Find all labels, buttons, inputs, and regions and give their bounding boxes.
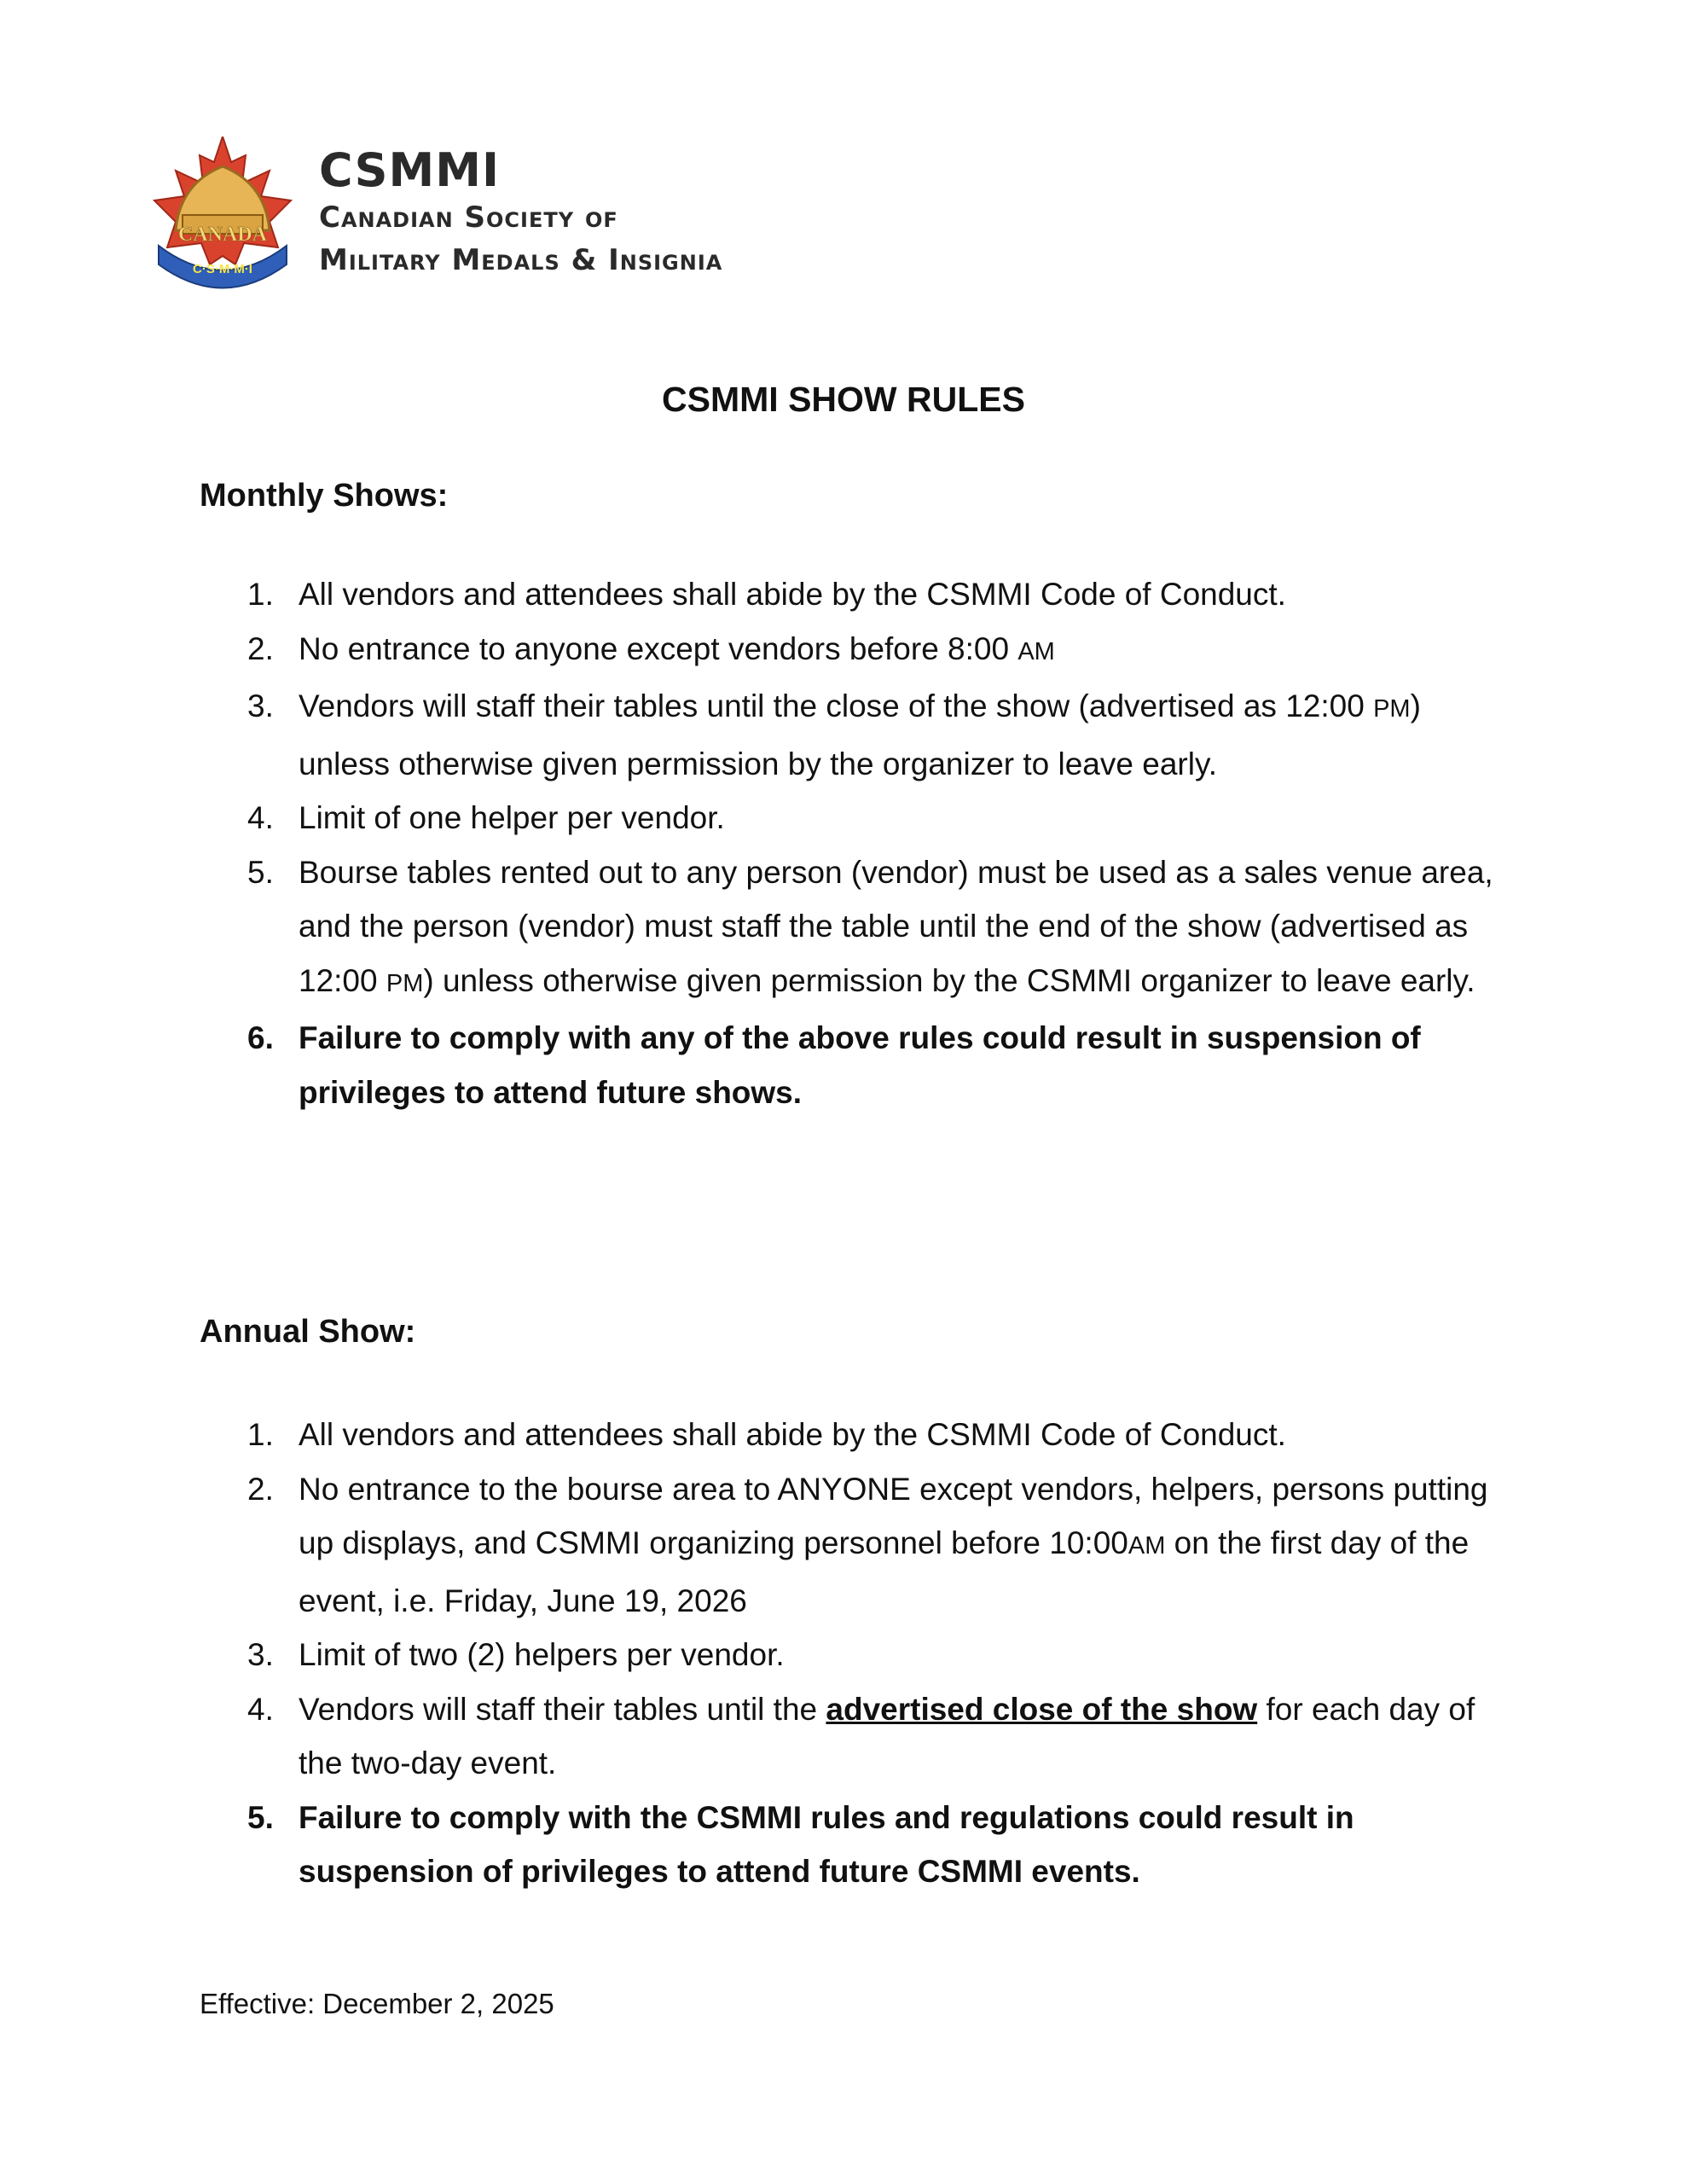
org-line-2: Military Medals & Insignia: [319, 243, 723, 277]
rule-number: 6.: [247, 1020, 274, 1055]
rule-text: Failure to comply with any of the above rules could result in suspension of privileges to attend future shows.: [299, 1020, 1421, 1110]
annual-heading: Annual Show:: [200, 1314, 416, 1350]
rule-text: No entrance to anyone except vendors before 8:00: [299, 630, 1018, 666]
rule-text: All vendors and attendees shall abide by the CSMMI Code of Conduct.: [299, 1417, 1286, 1452]
rule-item: [247, 567, 1501, 622]
rule-time-suffix: PM: [1373, 695, 1411, 723]
rule-item: [247, 1462, 1501, 1629]
rule-number: 2.: [247, 1471, 274, 1507]
rule-item: [247, 622, 1501, 680]
rule-text: Vendors will staff their tables until the: [299, 1691, 826, 1727]
monthly-heading: Monthly Shows:: [200, 478, 449, 514]
org-name: [319, 145, 722, 282]
rule-text: Limit of one helper per vendor.: [299, 800, 725, 835]
rule-text: All vendors and attendees shall abide by the CSMMI Code of Conduct.: [299, 577, 1286, 612]
rule-text: Bourse tables rented out to any person (vendor) must be used as a sales venue area, and the person (vendor) must staff the table until the end of the show (advertised as 12:00: [299, 854, 1493, 998]
rule-time-suffix: PM: [386, 969, 424, 997]
rule-item: [247, 791, 1501, 845]
rule-number: 5.: [247, 1799, 274, 1835]
rule-number: 1.: [247, 577, 274, 612]
rule-time-suffix: AM: [1017, 637, 1055, 665]
rule-number: 1.: [247, 1417, 274, 1452]
rule-item: [247, 1011, 1501, 1119]
rule-text: Failure to comply with the CSMMI rules and regulations could result in suspension of privileges to attend future CSMMI events.: [299, 1799, 1354, 1889]
page-title: CSMMI SHOW RULES: [662, 380, 1025, 419]
rule-number: 2.: [247, 630, 274, 666]
rule-item: [247, 1408, 1501, 1462]
rule-text: ) unless otherwise given permission by the CSMMI organizer to leave early.: [423, 962, 1475, 998]
org-abbr: CSMMI: [319, 143, 501, 197]
rule-item: [247, 679, 1501, 791]
annual-rules-list: [247, 1408, 1501, 1899]
rule-item: [247, 1791, 1501, 1899]
rule-item: [247, 845, 1501, 1012]
rule-number: 4.: [247, 1691, 274, 1727]
logo-csmmi-text: C·S·M·M·I: [193, 262, 252, 276]
rule-number: 3.: [247, 688, 274, 723]
rule-text: No entrance to the bourse area to ANYONE except vendors, helpers, persons putting up displays, and CSMMI organizing personnel before 10:00: [299, 1471, 1488, 1560]
rule-number: 3.: [247, 1637, 274, 1672]
rule-time-suffix: AM: [1128, 1532, 1166, 1560]
rule-text: on the first day of the event, i.e. Friday, June 19, 2026: [299, 1525, 1470, 1618]
logo-canada-text: CANADA: [178, 224, 267, 246]
rule-item: [247, 1628, 1501, 1682]
org-line-1: Canadian Society of: [319, 200, 618, 235]
rule-text: Limit of two (2) helpers per vendor.: [299, 1637, 785, 1672]
csmmi-logo-icon: [150, 136, 295, 290]
rule-item: [247, 1682, 1501, 1791]
rule-number: 4.: [247, 800, 274, 835]
rule-text: for each day of the two-day event.: [299, 1691, 1475, 1780]
monthly-rules-list: [247, 567, 1501, 1119]
rule-emphasis: advertised close of the show: [826, 1691, 1258, 1727]
rule-text: ) unless otherwise given permission by the organizer to leave early.: [299, 688, 1421, 781]
effective-date: Effective: December 2, 2025: [200, 1988, 554, 2019]
rule-number: 5.: [247, 854, 274, 890]
rule-text: Vendors will staff their tables until the close of the show (advertised as 12:00: [299, 688, 1374, 723]
